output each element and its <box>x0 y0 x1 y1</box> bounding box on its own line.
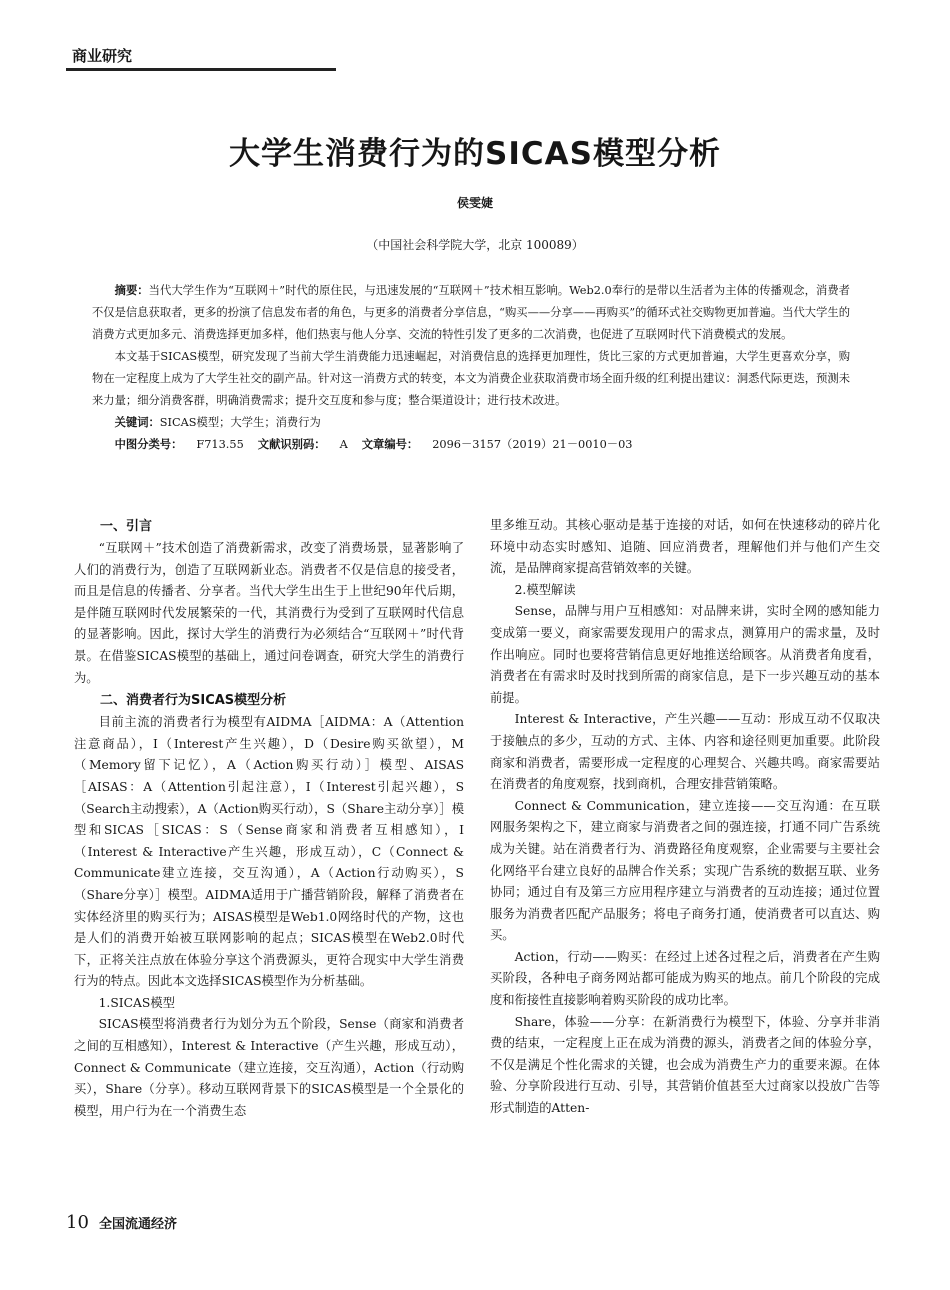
body-paragraph: Connect & Communication，建立连接——交互沟通：在互联网服务架构之下，建立商家与消费者之间的强连接，打通不同广告系统成为关键。站在消费者行为、消费路径角度观察，企业需要与主要社会化网络平台建立良好的品牌合作关系；实现广告系统的数据互联、业务协同；通过自有及第三方应用程序建立与消费者的互动连接；通过位置服务为消费者匹配产品服务；将电子商务打通，使消费者可以直达、购买。 <box>490 798 880 943</box>
subsection-heading: 1.SICAS模型 <box>98 995 175 1010</box>
right-column <box>490 515 880 1120</box>
body-paragraph: “互联网＋”技术创造了消费新需求，改变了消费场景，显著影响了人们的消费行为，创造了互联网新业态。消费者不仅是信息的接受者，而且是信息的传播者、分享者。当代大学生出生于上世纪90年代后期，是伴随互联网时代发展繁荣的一代，其消费行为受到了互联网时代信息的显著影响。因此，探讨大学生的消费行为必须结合“互联网＋”时代背景。在借鉴SICAS模型的基础上，通过问卷调查，研究大学生的消费行为。 <box>74 541 464 685</box>
clc-value: F713.55 <box>196 438 244 451</box>
author-affiliation: （中国社会科学院大学，北京 100089） <box>366 238 584 252</box>
section-heading-model: 二、消费者行为SICAS模型分析 <box>100 693 287 709</box>
column-tag <box>66 44 336 71</box>
article-no-label: 文章编号： <box>361 438 419 451</box>
body-paragraph: SICAS模型将消费者行为划分为五个阶段，Sense（商家和消费者之间的互相感知），Interest & Interactive（产生兴趣，形成互动），Connect & Communicate（建立连接，交互沟通），Action（行动购买），Share（分享）。移动互联网背景下的SICAS模型是一个全景化的模型，用户行为在一个消费生态 <box>74 1017 464 1118</box>
journal-name: 全国流通经济 <box>99 1217 178 1232</box>
body-paragraph: Share，体验——分享：在新消费行为模型下，体验、分享并非消费的结束，一定程度上正在成为消费的源头，消费者之间的体验分享，不仅是满足个性化需求的关键，也会成为消费生产力的重要来源。在体验、分享阶段进行互动、引导，其营销价值甚至大过商家以投放广告等形式制造的Atten- <box>490 1014 880 1116</box>
body-paragraph: Action，行动——购买：在经过上述各过程之后，消费者在产生购买阶段，各种电子商务网站都可能成为购买的地点。前几个阶段的完成度和衔接性直接影响着购买阶段的成功比率。 <box>490 949 880 1008</box>
page-number: 10 <box>66 1212 89 1233</box>
body-paragraph: 目前主流的消费者行为模型有AIDMA［AIDMA：A（Attention注意商品），I（Interest产生兴趣），D（Desire购买欲望），M（Memory留下记忆），A（Action购买行动）］模型、AISAS［AISAS：A（Attention引起注意），I（Interest引起兴趣），S（Search主动搜索），A（Action购买行动），S（Share主动分享）］模型和SICAS［SICAS：S（Sense商家和消费者互相感知），I（Interest & Interactive产生兴趣，形成互动），C（Connect & Communicate建立连接，交互沟通），A（Action行动购买），S（Share分享）］模型。AIDMA适用于广播营销阶段，解释了消费者在实体经济里的购买行为；AISAS模型是Web1.0网络时代的产物，这也是人们的消费开始被互联网影响的起点；SICAS模型在Web2.0时代下，正将关注点放在体验分享这个消费源头，更符合现实中大学生消费行为的特点。因此本文选择SICAS模型作为分析基础。 <box>74 715 464 989</box>
keywords-value: SICAS模型；大学生；消费行为 <box>159 416 321 429</box>
clc-label: 中图分类号： <box>114 438 183 451</box>
left-column <box>74 515 464 1122</box>
classification-line <box>92 434 850 456</box>
article-meta <box>92 412 850 456</box>
article-title: 大学生消费行为的SICAS模型分析 <box>229 136 721 172</box>
keywords-line <box>92 412 850 434</box>
column-tag-label: 商业研究 <box>72 47 133 65</box>
body-paragraph: Interest & Interactive，产生兴趣——互动：形成互动不仅取决于接触点的多少，互动的方式、主体、内容和途径则更加重要。此阶段商家和消费者，需要形成一定程度的心理契合、兴趣共鸣。商家需要站在消费者的角度观察，找到商机，合理安排营销策略。 <box>490 712 880 792</box>
page-footer <box>66 1212 177 1233</box>
abstract-label: 摘要： <box>114 284 149 297</box>
doc-code-label: 文献识别码： <box>257 438 326 451</box>
abstract-paragraph: 本文基于SICAS模型，研究发现了当前大学生消费能力迅速崛起，对消费信息的选择更加理性，货比三家的方式更加普遍，大学生更喜欢分享，购物在一定程度上成为了大学生社交的副产品。针对这一消费方式的转变，本文为消费企业获取消费市场全面升级的红利提出建议：洞悉代际更迭，预测未来力量；细分消费客群，明确消费需求；提升交互度和参与度；整合渠道设计；进行技术改进。 <box>92 350 850 407</box>
section-heading-intro: 一、引言 <box>100 519 153 534</box>
subsection-heading: 2.模型解读 <box>514 582 576 597</box>
abstract-paragraph <box>92 280 850 346</box>
article-no-value: 2096－3157（2019）21－0010－03 <box>432 438 633 451</box>
abstract-block <box>92 280 850 456</box>
body-paragraph: 里多维互动。其核心驱动是基于连接的对话，如何在快速移动的碎片化环境中动态实时感知、追随、回应消费者，理解他们并与他们产生交流，是品牌商家提高营销效率的关键。 <box>490 518 880 576</box>
abstract-text-1: 当代大学生作为“互联网＋”时代的原住民，与迅速发展的“互联网＋”技术相互影响。Web2.0奉行的是带以生活者为主体的传播观念，消费者不仅是信息获取者，更多的扮演了信息发布者的角色，与更多的消费者分享信息，“购买——分享——再购买”的循环式社交购物更加普遍。当代大学生的消费方式更加多元、消费选择更加多样，他们热衷与他人分享、交流的特性引发了更多的二次消费，也促进了互联网时代下消费模式的发展。 <box>92 284 850 341</box>
author-name: 侯雯婕 <box>456 196 493 210</box>
body-paragraph: Sense，品牌与用户互相感知：对品牌来讲，实时全网的感知能力变成第一要义，商家需要发现用户的需求点，测算用户的需求量，及时作出响应。同时也要将营销信息更好地推送给顾客。从消费者角度看，消费者在有需求时及时找到所需的商家信息，是下一步兴趣互动的基本前提。 <box>490 604 880 705</box>
keywords-label: 关键词： <box>114 416 160 429</box>
doc-code-value: A <box>339 438 348 451</box>
